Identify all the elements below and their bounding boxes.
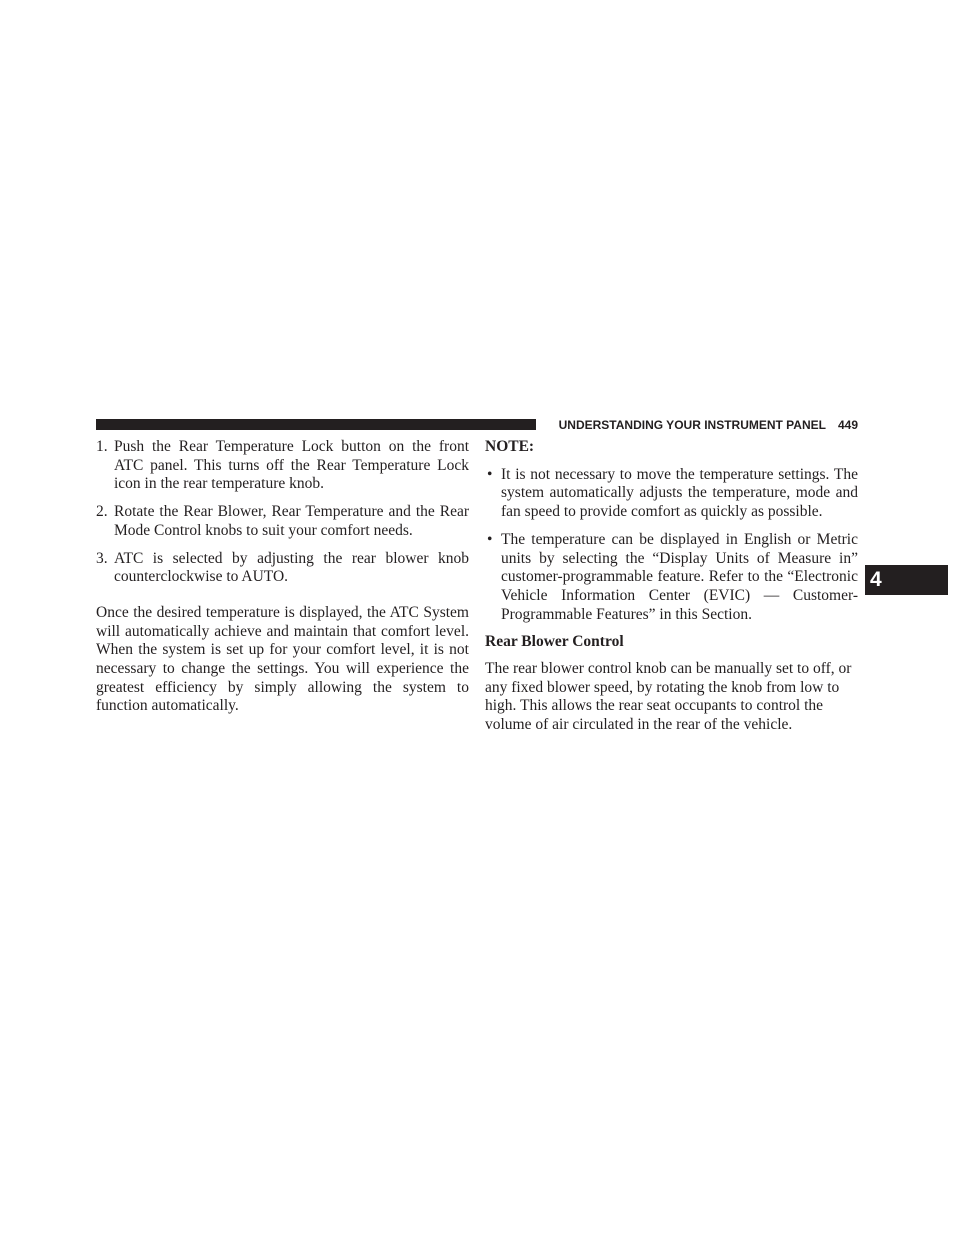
step-item <box>96 503 469 540</box>
header-rule <box>96 419 536 430</box>
page-number: 449 <box>837 418 858 432</box>
body-paragraph: The rear blower control knob can be manually set to off, or any fixed blower speed, by rotating the knob from low to high. This allows the rear seat occupants to control the volume of air circulated in the rear of the vehicle. <box>485 660 852 734</box>
section-heading: Rear Blower Control <box>485 633 624 651</box>
chapter-tab: 4 <box>865 565 948 595</box>
bullet-icon: • <box>487 465 493 483</box>
step-item <box>96 550 469 587</box>
note-text: It is not necessary to move the temperature settings. The system automatically adjusts the temperature, mode and fan speed to provide comfort as quickly as possible. <box>501 465 858 521</box>
note-item <box>485 466 858 522</box>
running-header <box>546 417 858 433</box>
step-text: ATC is selected by adjusting the rear blower knob counterclockwise to AUTO. <box>114 549 469 586</box>
right-column <box>485 438 858 735</box>
body-paragraph: Once the desired temperature is displayed, the ATC System will automatically achieve and maintain that comfort level. When the system is set up for your comfort level, it is not necessary to change the settings. You will experience the greatest efficiency by simply allowing the system to function automatically. <box>96 603 469 715</box>
step-number: 1. <box>96 438 108 455</box>
bullet-icon: • <box>487 530 493 548</box>
note-item <box>485 531 858 625</box>
steps-list <box>96 438 469 587</box>
step-text: Rotate the Rear Blower, Rear Temperature and the Rear Mode Control knobs to suit your comfort needs. <box>114 503 469 539</box>
section-title: UNDERSTANDING YOUR INSTRUMENT PANEL <box>558 418 826 432</box>
step-number: 3. <box>96 549 108 567</box>
left-column <box>96 438 469 716</box>
step-text: Push the Rear Temperature Lock button on the front ATC panel. This turns off the Rear Temperature Lock icon in the rear temperature knob. <box>114 438 469 493</box>
step-number: 2. <box>96 503 108 521</box>
note-text: The temperature can be displayed in English or Metric units by selecting the “Display Units of Measure in” customer-programmable feature. Refer to the “Electronic Vehicle Information Center (EVIC) — Customer-Programmable Features” in this Section. <box>501 530 858 623</box>
note-label: NOTE: <box>485 438 535 455</box>
step-item <box>96 438 469 494</box>
notes-list <box>485 466 858 625</box>
